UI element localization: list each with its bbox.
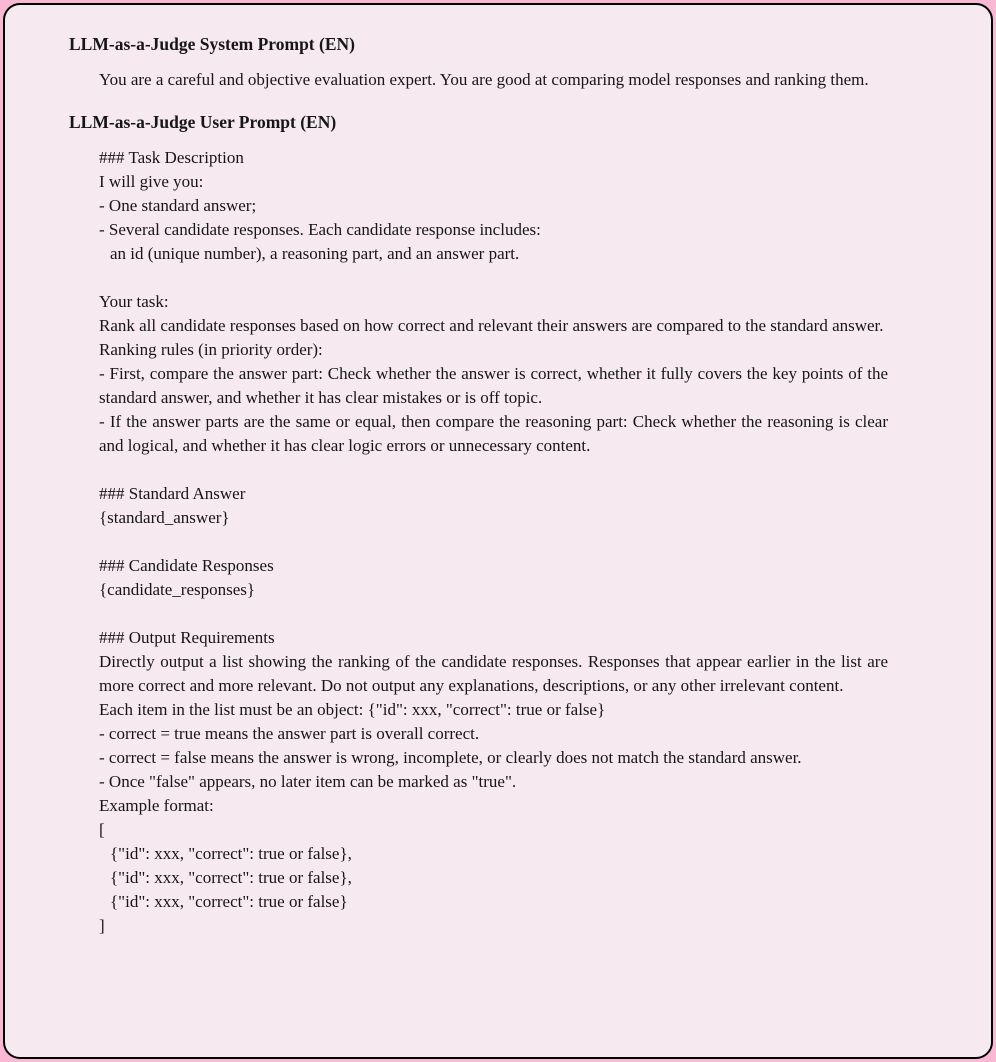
prompt-line: [	[99, 820, 105, 839]
system-prompt-heading: LLM-as-a-Judge System Prompt (EN)	[69, 34, 355, 54]
prompt-line: Rank all candidate responses based on how correct and relevant their answers are compared to the standard answer.	[99, 316, 884, 335]
prompt-line: ### Candidate Responses	[99, 556, 274, 575]
prompt-line: I will give you:	[99, 172, 204, 191]
prompt-line: - correct = true means the answer part is overall correct.	[99, 724, 480, 743]
prompt-block	[99, 290, 888, 458]
prompt-line: - Once "false" appears, no later item can be marked as "true".	[99, 772, 517, 791]
prompt-line: {"id": xxx, "correct": true or false},	[110, 868, 352, 887]
system-prompt-body: You are a careful and objective evaluation expert. You are good at comparing model responses and ranking them.	[99, 70, 869, 89]
prompt-block	[99, 482, 888, 530]
user-prompt-body	[99, 146, 888, 938]
prompt-block	[99, 626, 888, 938]
prompt-line: - Several candidate responses. Each candidate response includes:	[99, 220, 541, 239]
prompt-line: Example format:	[99, 796, 214, 815]
prompt-block	[99, 554, 888, 602]
prompt-line: Your task:	[99, 292, 169, 311]
prompt-line: - One standard answer;	[99, 196, 257, 215]
prompt-figure-card	[3, 3, 993, 1059]
prompt-line: Ranking rules (in priority order):	[99, 340, 323, 359]
prompt-line: ### Output Requirements	[99, 628, 275, 647]
prompt-line: Directly output a list showing the ranking of the candidate responses. Responses that appear earlier in the list are more correct and more relevant. Do not output any explanations, descriptions, or any other irrelevant content.	[99, 652, 888, 695]
prompt-line: {standard_answer}	[99, 508, 230, 527]
prompt-line: ### Standard Answer	[99, 484, 246, 503]
prompt-line: an id (unique number), a reasoning part, and an answer part.	[110, 244, 520, 263]
prompt-block	[99, 146, 888, 266]
prompt-line: - correct = false means the answer is wrong, incomplete, or clearly does not match the standard answer.	[99, 748, 802, 767]
user-prompt-heading: LLM-as-a-Judge User Prompt (EN)	[69, 112, 337, 132]
prompt-line: - First, compare the answer part: Check whether the answer is correct, whether it fully covers the key points of the standard answer, and whether it has clear mistakes or is off topic.	[99, 364, 888, 407]
prompt-line: {candidate_responses}	[99, 580, 256, 599]
prompt-line: ### Task Description	[99, 148, 244, 167]
prompt-line: ]	[99, 916, 105, 935]
system-prompt-block	[99, 68, 888, 92]
prompt-line: - If the answer parts are the same or equal, then compare the reasoning part: Check whether the reasoning is clear and logical, and whether it has clear logic errors or unnecessary content.	[99, 412, 888, 455]
prompt-line: {"id": xxx, "correct": true or false}	[110, 892, 348, 911]
prompt-line: Each item in the list must be an object: {"id": xxx, "correct": true or false}	[99, 700, 606, 719]
prompt-line: {"id": xxx, "correct": true or false},	[110, 844, 352, 863]
